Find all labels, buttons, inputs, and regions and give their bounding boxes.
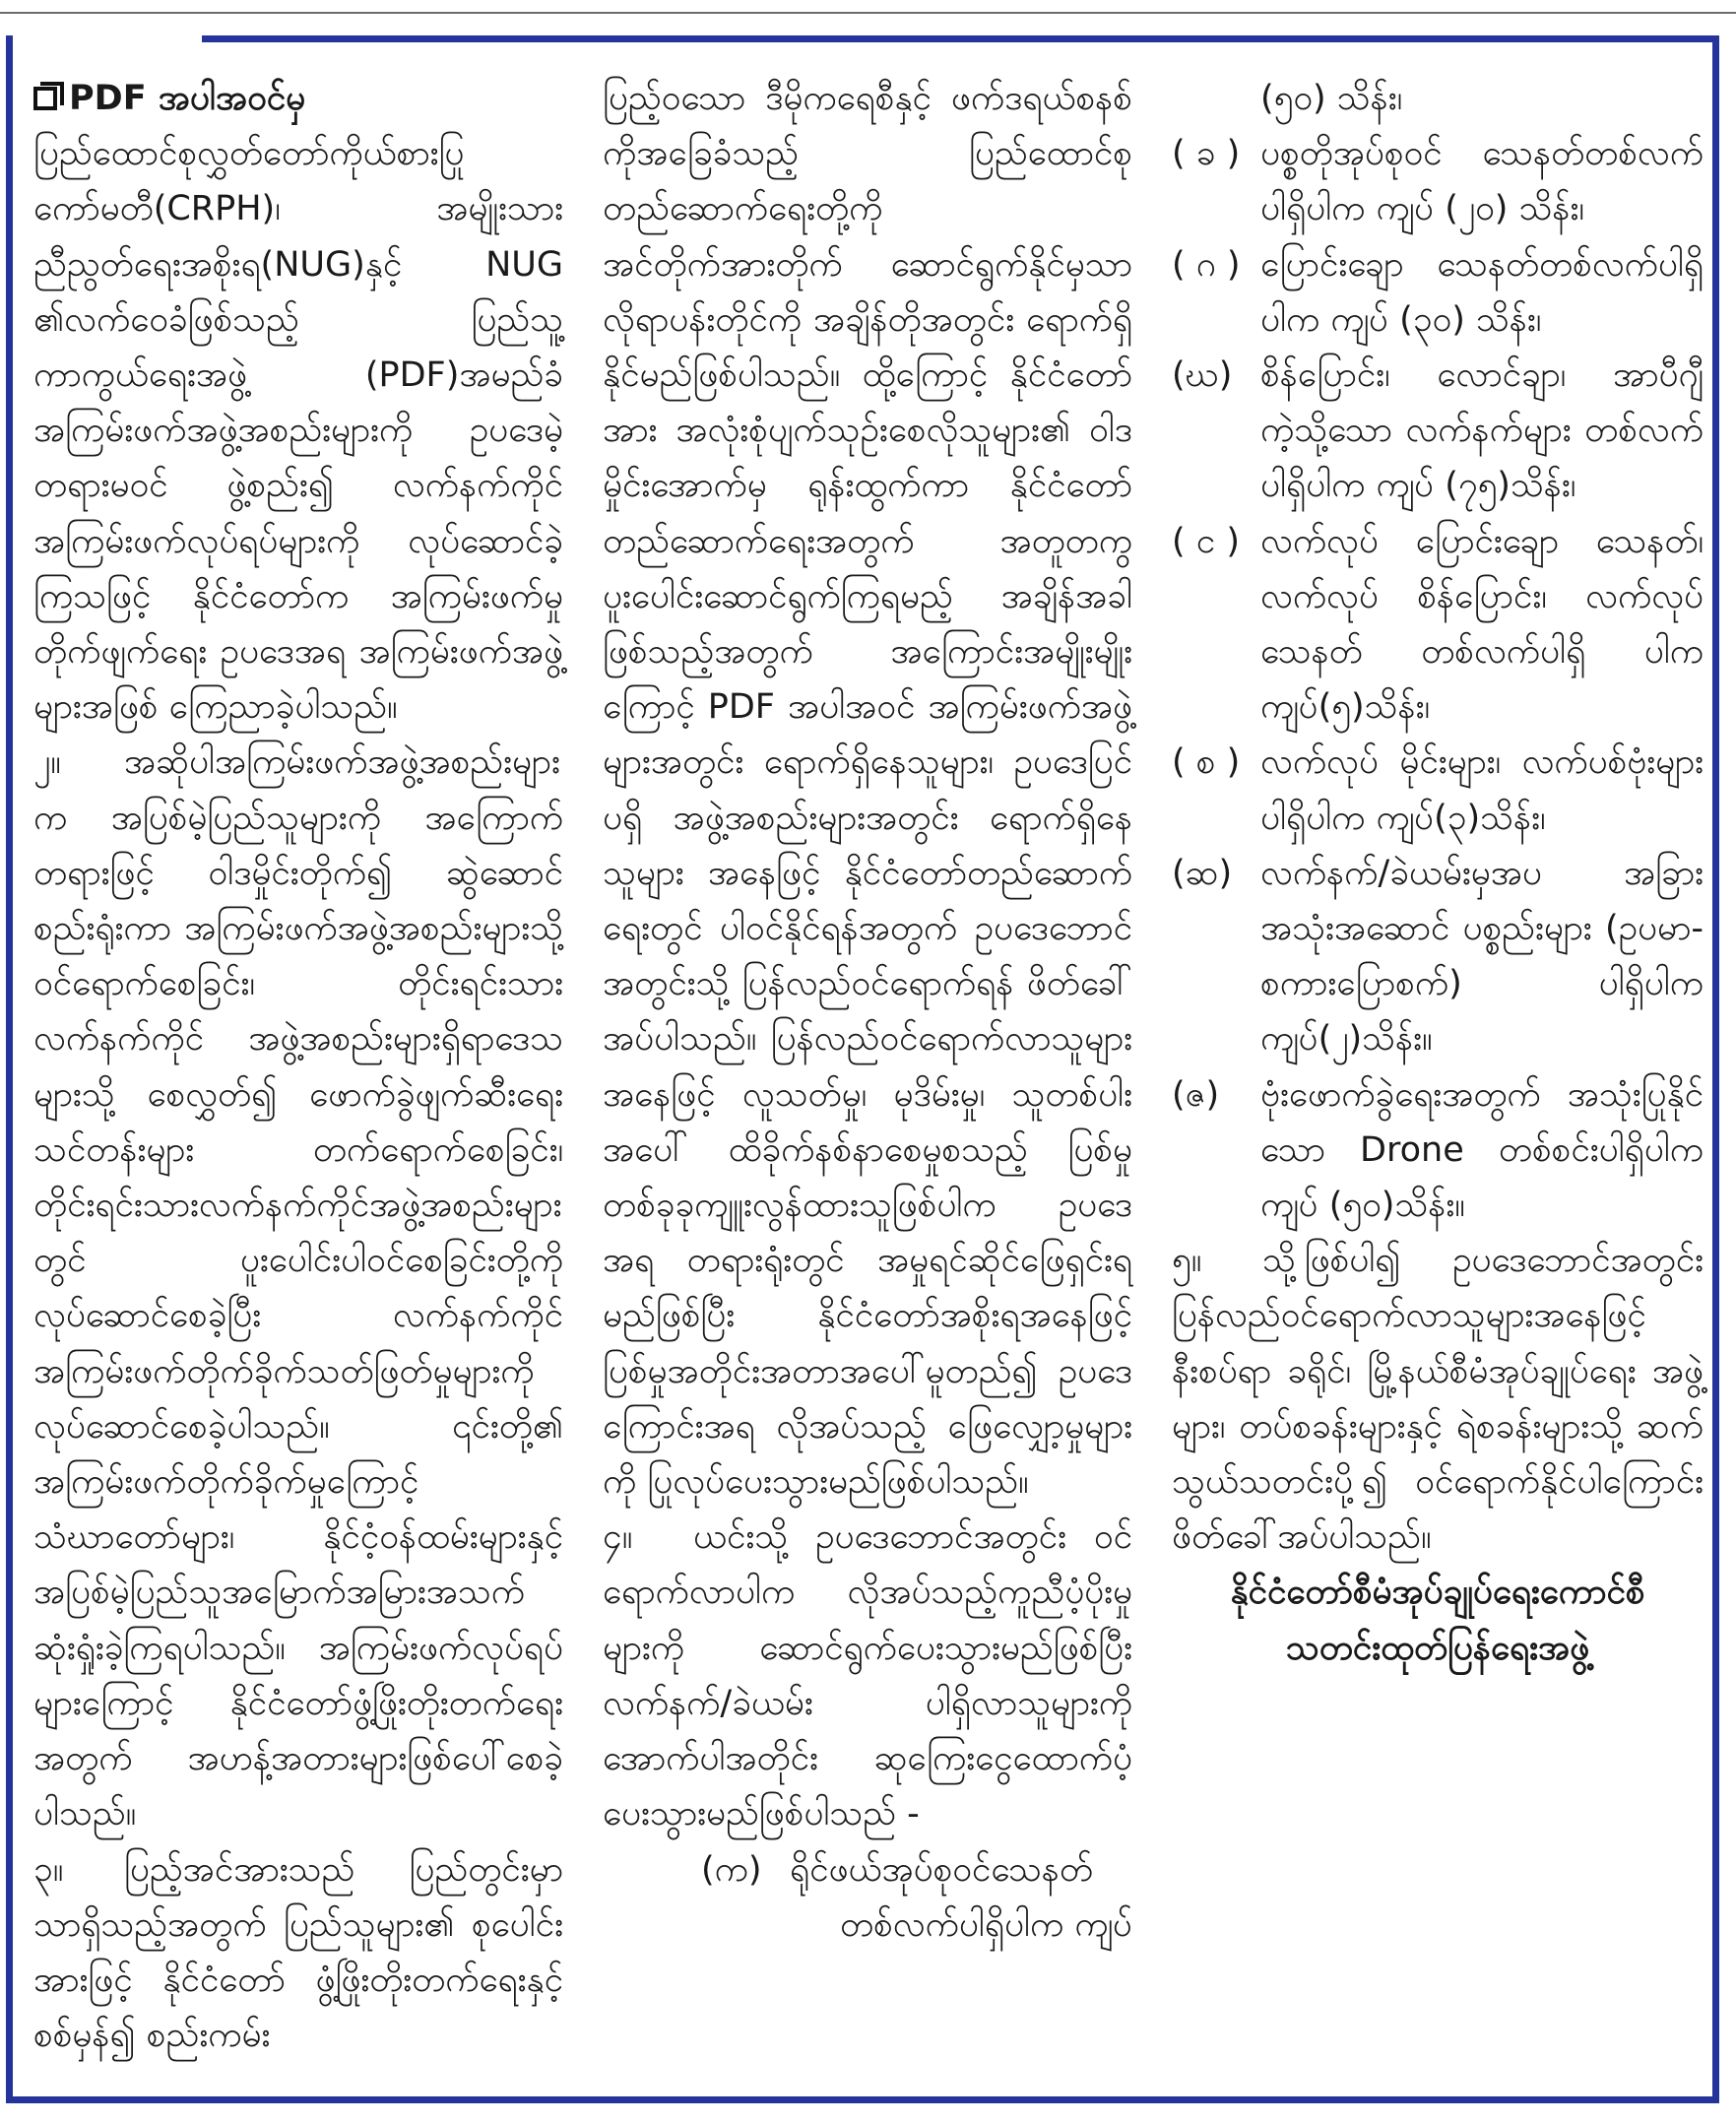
paragraph-4-number: ၄။ [603, 1517, 633, 1558]
reward-item-ga [1172, 237, 1704, 348]
reward-item-gha [1172, 348, 1704, 514]
checkbox-square-icon [33, 87, 57, 110]
reward-item-text: ဗုံးဖောက်ခွဲရေးအတွက် အသုံးပြုနိုင်သော Drone တစ်စင်းပါရှိပါက ကျပ် (၅၀)သိန်း။ [1260, 1074, 1704, 1226]
paragraph-2 [33, 735, 563, 1841]
reward-item-label: (ဆ) [1172, 853, 1233, 893]
reward-item-kha [1172, 126, 1704, 236]
top-rule [0, 12, 1736, 14]
signature-line-2: သတင်းထုတ်ပြန်ရေးအဖွဲ့ [1285, 1628, 1590, 1668]
reward-item-text: ပြောင်းချော သေနတ်တစ်လက်ပါရှိပါက ကျပ် (၃၀) သိန်း၊ [1260, 244, 1704, 340]
paragraph-3 [33, 1842, 563, 2064]
reward-item-label: ( ဂ ) [1172, 244, 1241, 285]
column-3 [1172, 71, 1704, 1676]
reward-item-text: လက်နက်/ခဲယမ်းမှအပ အခြား အသုံးအဆောင် ပစ္စည်းများ (ဥပမာ-စကားပြောစက်) ပါရှိပါက ကျပ်(၂)သိန်း။ [1260, 853, 1704, 1060]
reward-item-text: ပစ္စတိုအုပ်စုဝင် သေနတ်တစ်လက်ပါရှိပါက ကျပ် (၂၀) သိန်း၊ [1260, 134, 1704, 229]
paragraph-5-text: သို့ဖြစ်ပါ၍ ဥပဒေဘောင်အတွင်း ပြန်လည်ဝင်ရောက်လာသူများအနေဖြင့် နီးစပ်ရာ ခရိုင်၊ မြို့နယ်စီမံအုပ်ချုပ်ရေး အဖွဲ့များ၊ တပ်စခန်းများနှင့် ရဲစခန်းများသို့ ဆက်သွယ်သတင်းပို့၍ ဝင်ရောက်နိုင်ပါကြောင်း ဖိတ်ခေါ်အပ်ပါသည်။ [1172, 1241, 1704, 1558]
paragraph-4-text: ယင်းသို့ ဥပဒေဘောင်အတွင်း ဝင်ရောက်လာပါက လိုအပ်သည့်ကူညီပံ့ပိုးမှုများကို ဆောင်ရွက်ပေးသွားမည်ဖြစ်ပြီး လက်နက်/ခဲယမ်း ပါရှိလာသူများကို အောက်ပါအတိုင်း ဆုကြေးငွေထောက်ပံ့ပေးသွားမည်ဖြစ်ပါသည် - [603, 1517, 1132, 1834]
reward-item-ka [603, 1842, 1132, 1898]
reward-item-ka-label: (က) [701, 1849, 762, 1890]
reward-item-nga [1172, 514, 1704, 736]
reward-item-ka-text: ရိုင်ဖယ်အုပ်စုဝင်သေနတ် [790, 1849, 1093, 1890]
reward-item-text: လက်လုပ် ပြောင်းချော သေနတ်၊ လက်လုပ် စိန်ပြောင်း၊ လက်လုပ် သေနတ် တစ်လက်ပါရှိ ပါက ကျပ်(၅)သိန်း၊ [1260, 521, 1704, 728]
reward-item-text: လက်လုပ် မိုင်းများ၊ လက်ပစ်ဗုံးများ ပါရှိပါက ကျပ်(၃)သိန်း၊ [1260, 742, 1704, 838]
continued-paragraph: ပြည့်ဝသော ဒီမိုကရေစီနှင့် ဖက်ဒရယ်စနစ်ကိုအခြေခံသည့် ပြည်ထောင်စုတည်ဆောက်ရေးတို့ကို အင်တိုက်အားတိုက် ဆောင်ရွက်နိုင်မှသာ လိုရာပန်းတိုင်ကို အချိန်တိုအတွင်း ရောက်ရှိနိုင်မည်ဖြစ်ပါသည်။ ထို့ကြောင့် နိုင်ငံတော်အား အလုံးစုံပျက်သုဉ်းစေလိုသူများ၏ ဝါဒမှိုင်းအောက်မှ ရုန်းထွက်ကာ နိုင်ငံတော် တည်ဆောက်ရေးအတွက် အတူတကွ ပူးပေါင်းဆောင်ရွက်ကြရမည့် အချိန်အခါဖြစ်သည့်အတွက် အကြောင်းအမျိုးမျိုးကြောင့် PDF အပါအဝင် အကြမ်းဖက်အဖွဲ့များအတွင်း ရောက်ရှိနေသူများ၊ ဥပဒေပြင်ပရှိ အဖွဲ့အစည်းများအတွင်း ရောက်ရှိနေသူများ အနေဖြင့် နိုင်ငံတော်တည်ဆောက်ရေးတွင် ပါဝင်နိုင်ရန်အတွက် ဥပဒေဘောင်အတွင်းသို့ ပြန်လည်ဝင်ရောက်ရန် ဖိတ်ခေါ်အပ်ပါသည်။ ပြန်လည်ဝင်ရောက်လာသူများအနေဖြင့် လူသတ်မှု၊ မုဒိမ်းမှု၊ သူတစ်ပါးအပေါ် ထိခိုက်နစ်နာစေမှုစသည့် ပြစ်မှုတစ်ခုခုကျူးလွန်ထားသူဖြစ်ပါက ဥပဒေအရ တရားရုံးတွင် အမှုရင်ဆိုင်ဖြေရှင်းရမည်ဖြစ်ပြီး နိုင်ငံတော်အစိုးရအနေဖြင့် ပြစ်မှုအတိုင်းအတာအပေါ်မူတည်၍ ဥပဒေကြောင်းအရ လိုအပ်သည့် ဖြေလျှော့မှုများကို ပြုလုပ်ပေးသွားမည်ဖြစ်ပါသည်။ [603, 79, 1132, 1503]
reward-item-label: ( င ) [1172, 521, 1240, 561]
frame-gap [13, 32, 202, 46]
reward-item-sa [1172, 735, 1704, 845]
reward-item-hsa [1172, 846, 1704, 1067]
reward-item-label: (ဇ) [1172, 1074, 1220, 1115]
paragraph-2-number: ၂။ [33, 742, 61, 783]
heading-text: PDF အပါအဝင်မှ [69, 79, 306, 118]
reward-item-ka-continuation: တစ်လက်ပါရှိပါက ကျပ် [840, 1904, 1132, 1945]
reward-item-ka-amount: (၅၀) သိန်း၊ [1260, 79, 1403, 118]
column-2 [603, 71, 1132, 1953]
reward-item-label: ( ခ ) [1172, 134, 1241, 174]
reward-item-label: (ဃ) [1172, 355, 1233, 396]
paragraph-2-text: အဆိုပါအကြမ်းဖက်အဖွဲ့အစည်းများက အပြစ်မဲ့ပြည်သူများကို အကြောက်တရားဖြင့် ဝါဒမှိုင်းတိုက်၍ ဆွဲဆောင်စည်းရုံးကာ အကြမ်းဖက်အဖွဲ့အစည်းများသို့ ဝင်ရောက်စေခြင်း၊ တိုင်းရင်းသားလက်နက်ကိုင် အဖွဲ့အစည်းများရှိရာဒေသများသို့ စေလွှတ်၍ ဖောက်ခွဲဖျက်ဆီးရေးသင်တန်းများ တက်ရောက်စေခြင်း၊ တိုင်းရင်းသားလက်နက်ကိုင်အဖွဲ့အစည်းများတွင် ပူးပေါင်းပါဝင်စေခြင်းတို့ကို လုပ်ဆောင်စေခဲ့ပြီး လက်နက်ကိုင် အကြမ်းဖက်တိုက်ခိုက်သတ်ဖြတ်မှုများကို လုပ်ဆောင်စေခဲ့ပါသည်။ ၎င်းတို့၏ အကြမ်းဖက်တိုက်ခိုက်မှုကြောင့် သံဃာတော်များ၊ နိုင်ငံ့ဝန်ထမ်းများနှင့် အပြစ်မဲ့ပြည်သူအမြောက်အမြားအသက်ဆုံးရှုံးခဲ့ကြရပါသည်။ အကြမ်းဖက်လုပ်ရပ်များကြောင့် နိုင်ငံတော်ဖွံ့ဖြိုးတိုးတက်ရေးအတွက် အဟန့်အတားများဖြစ်ပေါ်စေခဲ့ပါသည်။ [33, 742, 563, 1834]
paragraph-4 [603, 1510, 1132, 1841]
reward-item-za [1172, 1067, 1704, 1234]
reward-item-text: စိန်ပြောင်း၊ လောင်ချာ၊ အာပီဂျီ ကဲ့သို့သော လက်နက်များ တစ်လက် ပါရှိပါက ကျပ် (၇၅)သိန်း၊ [1260, 355, 1704, 506]
paragraph-5-number: ၅။ [1172, 1241, 1202, 1281]
signature-line-1: နိုင်ငံတော်စီမံအုပ်ချုပ်ရေးကောင်စီ [1230, 1573, 1645, 1613]
section-heading [33, 71, 563, 126]
paragraph-3-number: ၃။ [33, 1849, 64, 1890]
paragraph-3-text: ပြည့်အင်အားသည် ပြည်တွင်းမှာသာရှိသည့်အတွက် ပြည်သူများ၏ စုပေါင်းအားဖြင့် နိုင်ငံတော် ဖွံ့ဖြိုးတိုးတက်ရေးနှင့် စစ်မှန်၍ စည်းကမ်း [33, 1849, 563, 2056]
reward-item-label: ( စ ) [1172, 742, 1241, 783]
intro-paragraph: ပြည်ထောင်စုလွှတ်တော်ကိုယ်စားပြုကော်မတီ(CRPH)၊ အမျိုးသား ညီညွတ်ရေးအစိုးရ(NUG)နှင့် NUG ၏လက်ဝေခံဖြစ်သည့် ပြည်သူ့ကာကွယ်ရေးအဖွဲ့ (PDF)အမည်ခံ အကြမ်းဖက်အဖွဲ့အစည်းများကို ဥပဒေမဲ့တရားမဝင် ဖွဲ့စည်း၍ လက်နက်ကိုင် အကြမ်းဖက်လုပ်ရပ်များကို လုပ်ဆောင်ခဲ့ကြသဖြင့် နိုင်ငံတော်က အကြမ်းဖက်မှုတိုက်ဖျက်ရေး ဥပဒေအရ အကြမ်းဖက်အဖွဲ့များအဖြစ် ကြေညာခဲ့ပါသည်။ [33, 134, 563, 728]
paragraph-5 [1172, 1233, 1704, 1565]
column-1 [33, 71, 563, 2063]
